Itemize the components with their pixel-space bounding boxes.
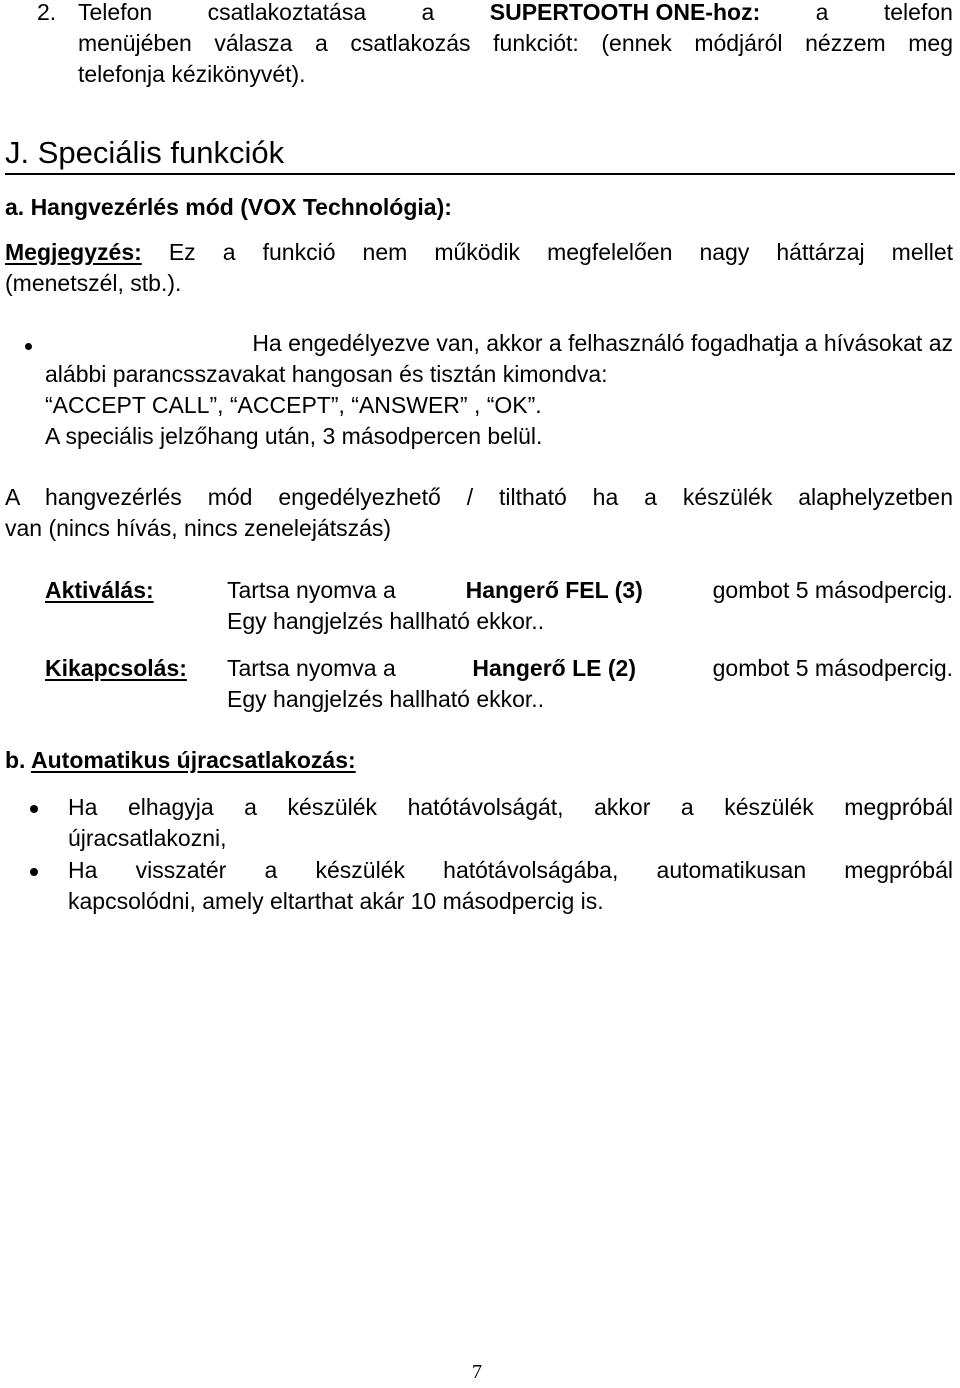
deactivate-line-2: Egy hangjelzés hallható ekkor.. — [227, 686, 545, 712]
volume-down-button-label: Hangerő LE (2) — [472, 655, 636, 681]
note-line-2: (menetszél, stb.). — [5, 270, 182, 296]
bullet-icon — [30, 805, 38, 813]
deactivate-label: Kikapcsolás: — [45, 655, 187, 681]
list-item: Ha visszatér a készülék hatótávolságába, automatikusan megpróbál kapcsolódni, amely eltarthat akár 10 másodpercig is. — [68, 857, 953, 914]
activate-line-2: Egy hangjelzés hallható ekkor.. — [227, 608, 545, 634]
volume-up-button-label: Hangerő FEL (3) — [465, 577, 643, 603]
activate-label: Aktiválás: — [45, 577, 154, 603]
vox-bullet — [45, 328, 953, 452]
enable-line-2: van (nincs hívás, nincs zenelejátszás) — [5, 515, 392, 541]
note-label: Megjegyzés: — [5, 239, 142, 265]
list-item: Ha elhagyja a készülék hatótávolságát, akkor a készülék megpróbál újracsatlakozni, — [68, 794, 953, 851]
section-title: J. Speciális funkciók — [5, 135, 285, 170]
activate-text: Tartsa nyomva a Hangerő FEL (3) gombot 5 másodpercig. Egy hangjelzés hallható ekkor.. — [227, 575, 953, 637]
enable-paragraph — [5, 482, 953, 544]
subsection-b-title: b. Automatikus újracsatlakozás: — [5, 747, 356, 773]
item-2-line-1: Telefon csatlakoztatása a SUPERTOOTH ONE-hoz: a telefon — [78, 0, 953, 28]
bullet-icon — [30, 868, 38, 876]
item-2-line-3: telefonja kézikönyvét). — [78, 61, 306, 87]
section-divider — [5, 173, 955, 175]
vox-commands: “ACCEPT CALL”, “ACCEPT”, “ANSWER” , “OK”. — [45, 392, 542, 418]
enable-line-1: A hangvezérlés mód engedélyezhető / tiltható ha a készülék alaphelyzetben — [5, 484, 953, 510]
subsection-a-title: a. Hangvezérlés mód (VOX Technológia): — [5, 194, 452, 220]
product-name: SUPERTOOTH ONE-hoz: — [489, 0, 761, 25]
vox-line-2: alábbi parancsszavakat hangosan és tisztán kimondva: — [45, 361, 608, 387]
deactivate-text: Tartsa nyomva a Hangerő LE (2) gombot 5 másodpercig. Egy hangjelzés hallható ekkor.. — [227, 653, 953, 715]
page-number: 7 — [472, 1361, 482, 1383]
note-line-1: Ez a funkció nem működik megfelelően nagy háttárzaj mellet — [168, 239, 954, 265]
bullet-icon — [25, 343, 32, 350]
item-2-text — [78, 0, 953, 90]
list-number: 2. — [37, 0, 57, 25]
note — [5, 237, 953, 299]
vox-line-4: A speciális jelzőhang után, 3 másodpercen belül. — [45, 423, 543, 449]
item-2-line-2: menüjében válasza a csatlakozás funkciót: (ennek módjáról nézzem meg — [78, 30, 953, 56]
vox-line-1: Ha engedélyezve van, akkor a felhasználó fogadhatja a hívásokat az — [252, 330, 953, 356]
